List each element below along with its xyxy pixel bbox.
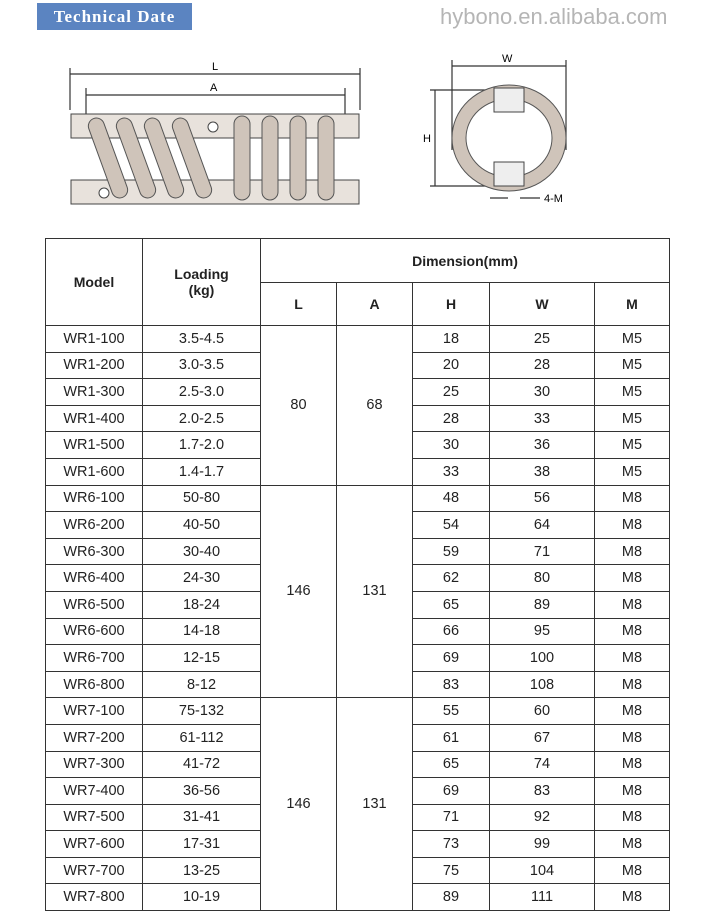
cell-W: 33 [490,405,595,432]
cell-loading: 12-15 [143,645,261,672]
cell-model: WR6-200 [46,512,143,539]
cell-A: 68 [337,326,413,486]
cell-model: WR7-300 [46,751,143,778]
header-loading [143,239,261,326]
cell-M: M8 [595,538,670,565]
cell-W: 89 [490,591,595,618]
cell-M: M8 [595,884,670,911]
cell-model: WR7-400 [46,778,143,805]
cell-L: 146 [261,485,337,698]
cell-model: WR1-300 [46,379,143,406]
cell-H: 71 [413,804,490,831]
cell-H: 20 [413,352,490,379]
cell-loading: 41-72 [143,751,261,778]
cell-A: 131 [337,485,413,698]
cell-M: M8 [595,485,670,512]
cell-M: M5 [595,326,670,353]
spec-table [45,238,670,911]
cell-M: M8 [595,724,670,751]
cell-loading: 3.5-4.5 [143,326,261,353]
cell-model: WR1-100 [46,326,143,353]
cell-W: 38 [490,458,595,485]
cell-H: 83 [413,671,490,698]
dim-label-H: H [423,133,431,145]
cell-M: M5 [595,405,670,432]
cell-W: 83 [490,778,595,805]
cell-M: M8 [595,591,670,618]
cell-model: WR7-200 [46,724,143,751]
cell-M: M8 [595,804,670,831]
cell-W: 108 [490,671,595,698]
cell-model: WR6-600 [46,618,143,645]
cell-W: 56 [490,485,595,512]
header-model: Model [46,239,143,326]
header-loading-unit: (kg) [188,282,215,298]
cell-W: 71 [490,538,595,565]
cell-loading: 24-30 [143,565,261,592]
cell-model: WR7-600 [46,831,143,858]
cell-model: WR1-400 [46,405,143,432]
cell-model: WR6-700 [46,645,143,672]
cell-H: 55 [413,698,490,725]
cell-M: M8 [595,645,670,672]
cell-M: M8 [595,751,670,778]
cell-H: 33 [413,458,490,485]
cell-M: M8 [595,857,670,884]
cell-W: 36 [490,432,595,459]
cell-model: WR6-100 [46,485,143,512]
cell-H: 65 [413,751,490,778]
cell-A: 131 [337,698,413,911]
cell-W: 28 [490,352,595,379]
cell-loading: 2.0-2.5 [143,405,261,432]
cell-loading: 3.0-3.5 [143,352,261,379]
cell-M: M5 [595,352,670,379]
cell-model: WR7-700 [46,857,143,884]
cell-H: 73 [413,831,490,858]
cell-W: 64 [490,512,595,539]
cell-H: 75 [413,857,490,884]
header-H: H [413,283,490,326]
header-W: W [490,283,595,326]
cell-M: M8 [595,778,670,805]
cell-model: WR7-500 [46,804,143,831]
spring-isolator-drawing [0,30,708,220]
cell-W: 99 [490,831,595,858]
cell-M: M8 [595,831,670,858]
cell-loading: 14-18 [143,618,261,645]
cell-H: 89 [413,884,490,911]
cell-W: 25 [490,326,595,353]
cell-H: 30 [413,432,490,459]
dim-label-L: L [212,61,219,73]
cell-W: 100 [490,645,595,672]
cell-model: WR1-500 [46,432,143,459]
cell-W: 92 [490,804,595,831]
cell-loading: 18-24 [143,591,261,618]
cell-M: M8 [595,618,670,645]
cell-W: 74 [490,751,595,778]
cell-loading: 50-80 [143,485,261,512]
cell-M: M8 [595,698,670,725]
cell-loading: 8-12 [143,671,261,698]
cell-loading: 40-50 [143,512,261,539]
cell-H: 69 [413,778,490,805]
dim-label-A: A [210,82,218,94]
cell-H: 54 [413,512,490,539]
cell-model: WR1-200 [46,352,143,379]
cell-loading: 2.5-3.0 [143,379,261,406]
cell-loading: 1.7-2.0 [143,432,261,459]
cell-loading: 1.4-1.7 [143,458,261,485]
cell-H: 25 [413,379,490,406]
cell-H: 65 [413,591,490,618]
cell-H: 18 [413,326,490,353]
spring-body [71,114,359,204]
cell-loading: 10-19 [143,884,261,911]
cell-model: WR1-600 [46,458,143,485]
cell-M: M8 [595,671,670,698]
cell-H: 69 [413,645,490,672]
cell-W: 104 [490,857,595,884]
cell-loading: 61-112 [143,724,261,751]
cell-loading: 13-25 [143,857,261,884]
watermark: hybono.en.alibaba.com [440,4,668,29]
header-dimension: Dimension(mm) [261,239,670,283]
table-row [46,326,670,353]
cell-M: M8 [595,565,670,592]
cell-loading: 31-41 [143,804,261,831]
cell-W: 111 [490,884,595,911]
dim-label-W: W [502,53,513,65]
cell-L: 80 [261,326,337,486]
cell-model: WR6-800 [46,671,143,698]
cell-model: WR7-800 [46,884,143,911]
cell-W: 30 [490,379,595,406]
header-M: M [595,283,670,326]
cell-W: 95 [490,618,595,645]
header-loading-label: Loading [174,266,229,282]
cell-model: WR6-300 [46,538,143,565]
cell-model: WR7-100 [46,698,143,725]
cell-loading: 30-40 [143,538,261,565]
cell-model: WR6-400 [46,565,143,592]
cell-H: 48 [413,485,490,512]
cell-W: 67 [490,724,595,751]
cell-H: 28 [413,405,490,432]
table-row [46,485,670,512]
cell-W: 80 [490,565,595,592]
cell-H: 66 [413,618,490,645]
header-A: A [337,283,413,326]
cell-L: 146 [261,698,337,911]
cell-H: 61 [413,724,490,751]
cell-M: M5 [595,432,670,459]
cell-loading: 36-56 [143,778,261,805]
section-title: Technical Date [37,3,192,30]
cell-loading: 17-31 [143,831,261,858]
dim-label-M: 4-M [544,193,563,205]
cell-M: M5 [595,379,670,406]
cell-loading: 75-132 [143,698,261,725]
cell-H: 62 [413,565,490,592]
cell-M: M5 [595,458,670,485]
cell-model: WR6-500 [46,591,143,618]
cell-M: M8 [595,512,670,539]
cell-W: 60 [490,698,595,725]
header-L: L [261,283,337,326]
cell-H: 59 [413,538,490,565]
table-row [46,698,670,725]
